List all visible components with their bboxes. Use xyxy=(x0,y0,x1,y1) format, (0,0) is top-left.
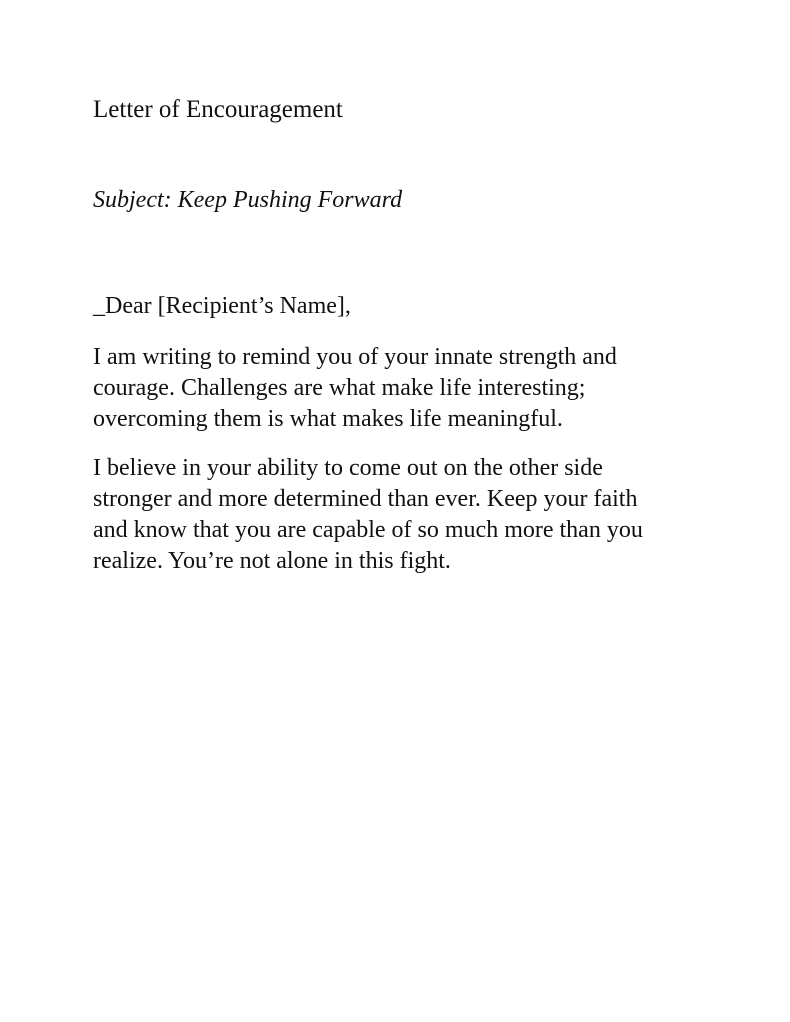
letter-salutation: _Dear [Recipient’s Name], xyxy=(93,293,351,319)
paragraph-line: overcoming them is what makes life meaningful. xyxy=(93,406,563,432)
paragraph-line: and know that you are capable of so much more than you xyxy=(93,517,643,543)
paragraph-line: I am writing to remind you of your innate strength and xyxy=(93,344,617,370)
letter-subject: Subject: Keep Pushing Forward xyxy=(93,187,403,213)
body-paragraph-1 xyxy=(93,342,617,435)
body-paragraph-2 xyxy=(93,453,643,577)
letter-title: Letter of Encouragement xyxy=(93,96,343,123)
paragraph-line: courage. Challenges are what make life interesting; xyxy=(93,375,586,401)
paragraph-line: I believe in your ability to come out on the other side xyxy=(93,455,603,481)
paragraph-line: realize. You’re not alone in this fight. xyxy=(93,548,451,574)
paragraph-line: stronger and more determined than ever. Keep your faith xyxy=(93,486,638,512)
